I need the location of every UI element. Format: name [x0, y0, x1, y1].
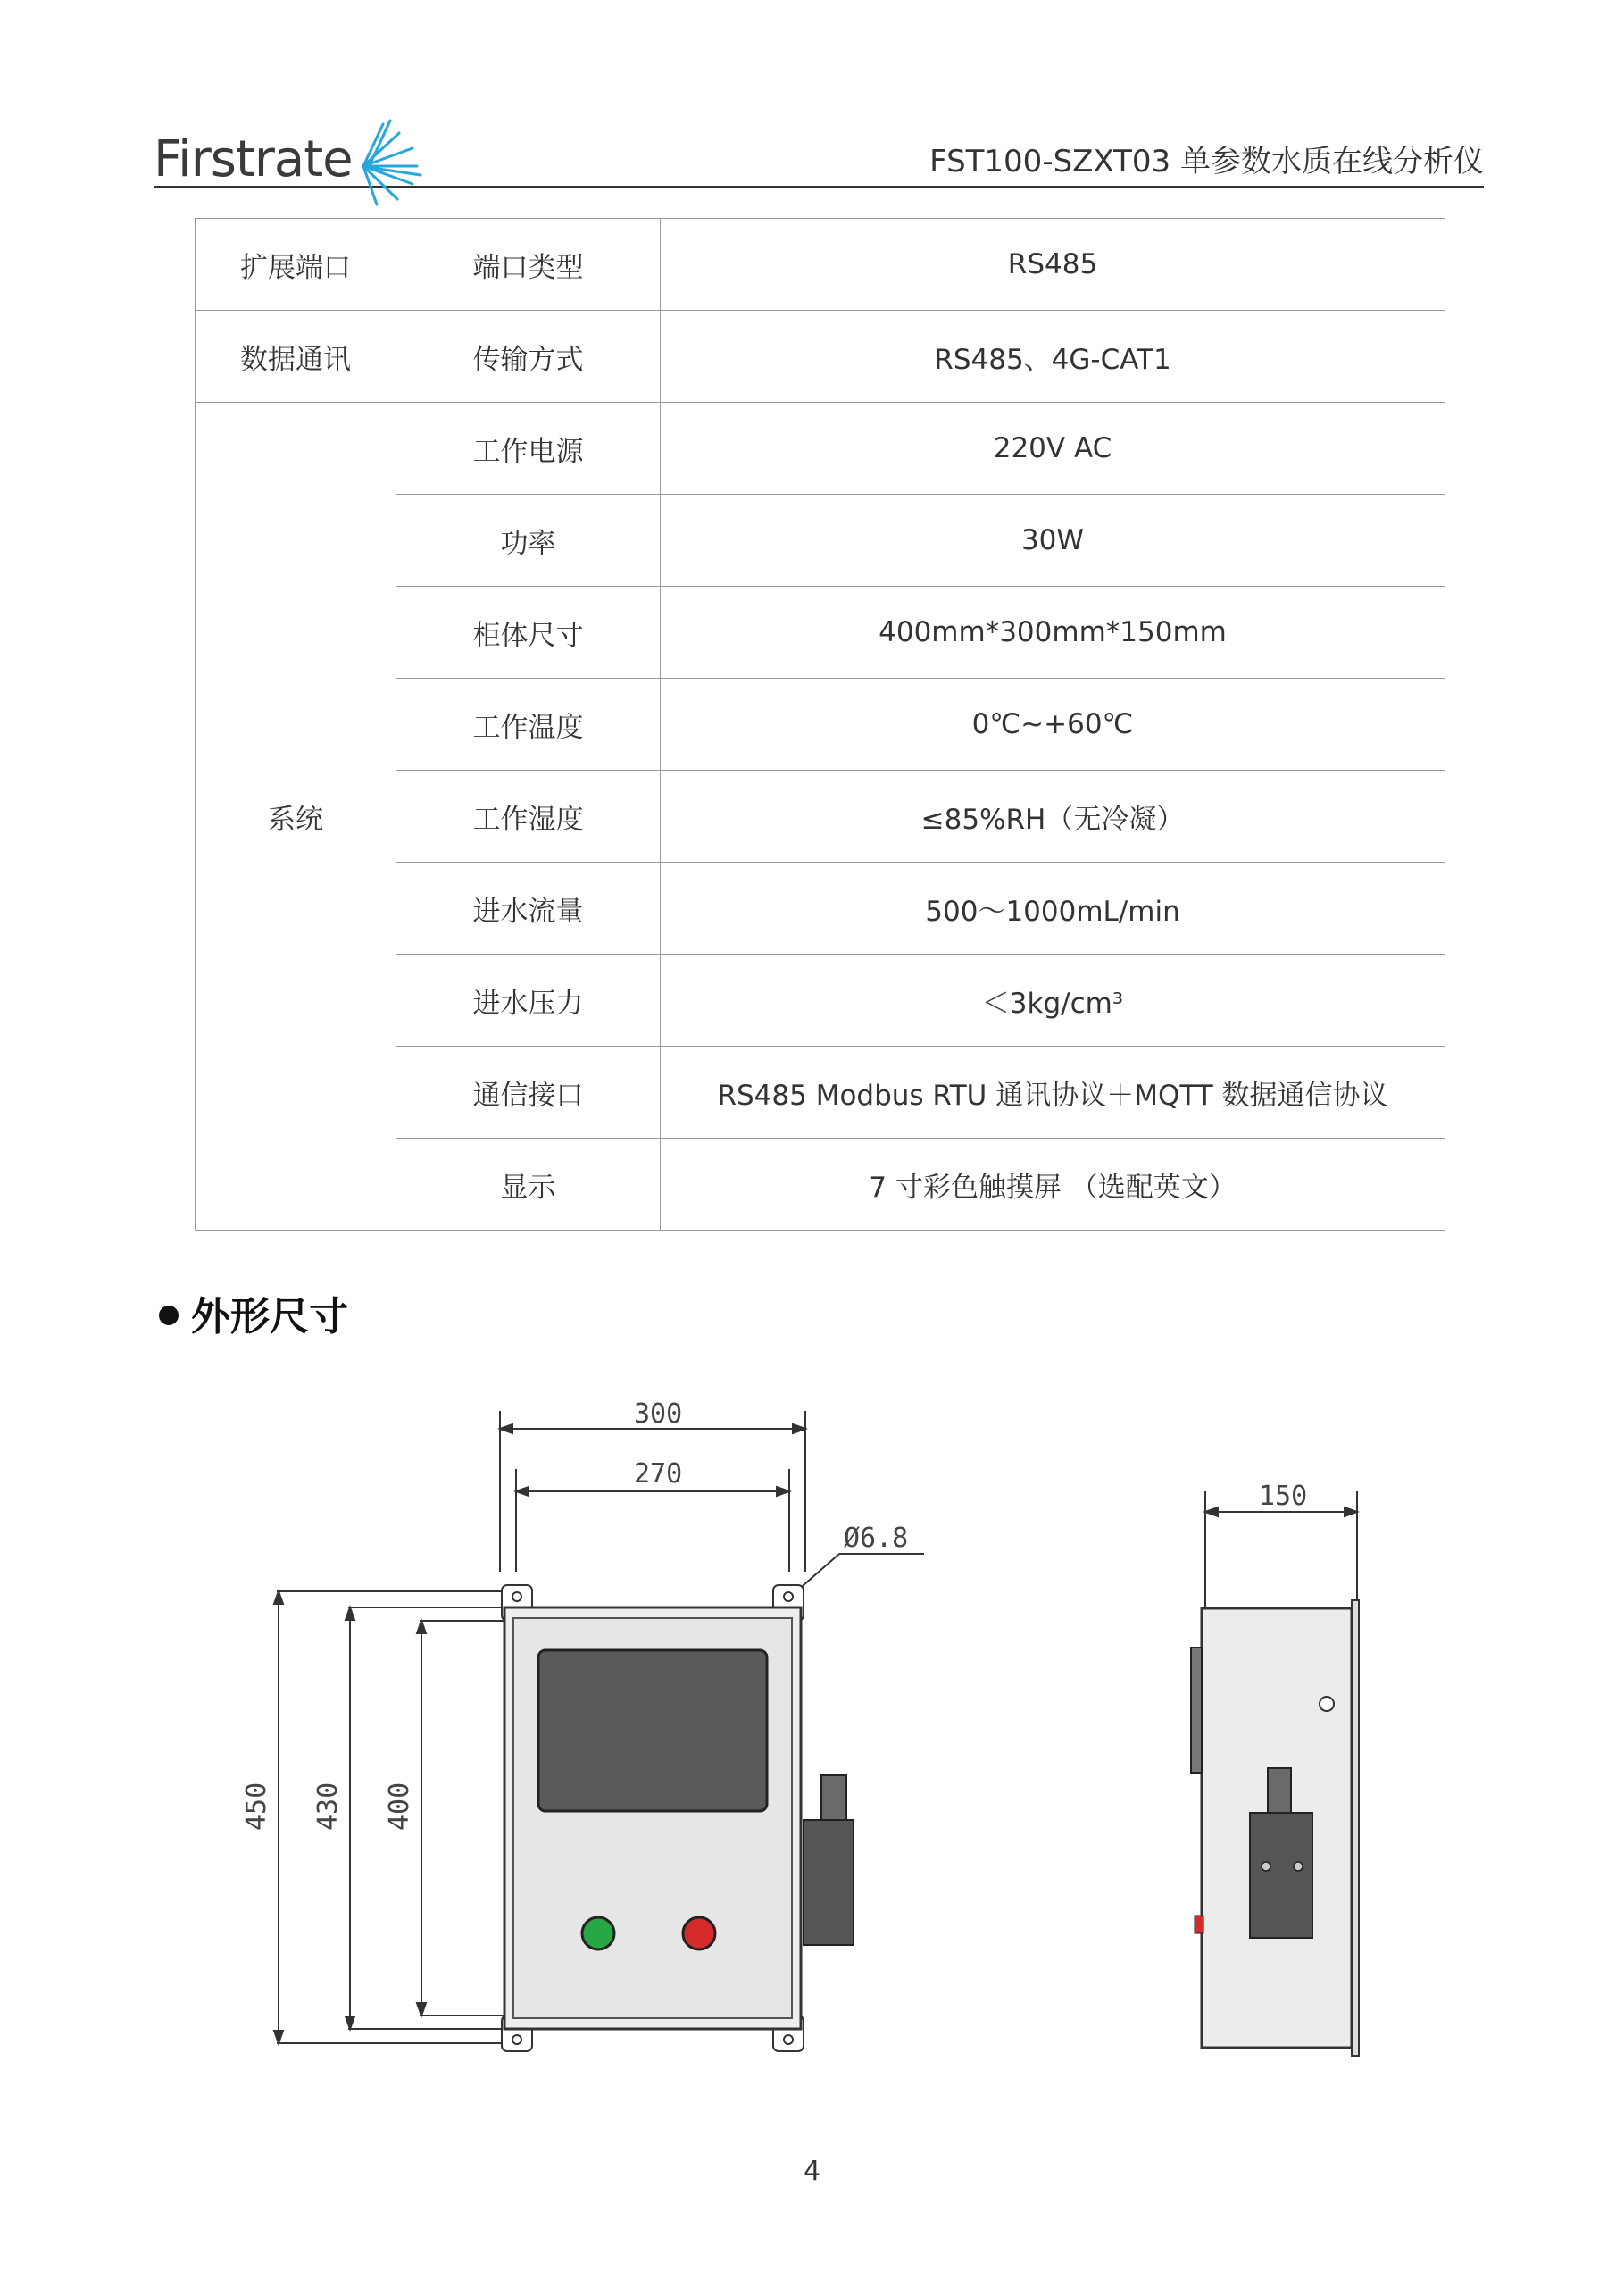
bullet-icon: [159, 1306, 179, 1325]
param-cell: 传输方式: [396, 311, 661, 403]
table-row: [196, 311, 1445, 403]
value-cell: 0℃~+60℃: [661, 679, 1445, 771]
value-cell: RS485 Modbus RTU 通讯协议＋MQTT 数据通信协议: [661, 1047, 1445, 1139]
red-button: [683, 1917, 715, 1949]
dimension-drawing: [0, 1393, 1624, 2072]
section-heading: [159, 1284, 348, 1341]
logo-text: Firstrate: [154, 130, 353, 188]
touch-screen: [538, 1650, 767, 1811]
param-cell: 工作湿度: [396, 771, 661, 863]
param-cell: 柜体尺寸: [396, 587, 661, 679]
param-cell: 功率: [396, 495, 661, 587]
page-number: 4: [803, 2156, 821, 2187]
value-cell: 7 寸彩色触摸屏 （选配英文）: [661, 1139, 1445, 1231]
value-cell: 30W: [661, 495, 1445, 587]
group-cell: 扩展端口: [196, 219, 396, 311]
dim-width-inner: 270: [634, 1458, 683, 1490]
spec-table: [195, 218, 1445, 1231]
dim-depth: 150: [1259, 1481, 1308, 1512]
value-cell: 500～1000mL/min: [661, 863, 1445, 955]
dim-width-outer: 300: [634, 1398, 683, 1430]
group-cell: 数据通讯: [196, 311, 396, 403]
cabinet-front: [502, 1585, 854, 2051]
table-row: [196, 403, 1445, 495]
dim-height-outer: 450: [241, 1782, 272, 1831]
value-cell: RS485: [661, 219, 1445, 311]
param-cell: 进水流量: [396, 863, 661, 955]
param-cell: 进水压力: [396, 955, 661, 1047]
param-cell: 工作温度: [396, 679, 661, 771]
value-cell: RS485、4G-CAT1: [661, 311, 1445, 403]
green-button: [582, 1917, 614, 1949]
logo-burst-icon: [328, 117, 426, 206]
page-header: [154, 96, 1484, 188]
group-cell: 系统: [196, 403, 396, 1231]
value-cell: ＜3kg/cm³: [661, 955, 1445, 1047]
dim-height-inner: 400: [384, 1782, 415, 1831]
value-cell: 220V AC: [661, 403, 1445, 495]
param-cell: 显示: [396, 1139, 661, 1231]
dim-hole: Ø6.8: [844, 1523, 909, 1554]
param-cell: 工作电源: [396, 403, 661, 495]
value-cell: 400mm*300mm*150mm: [661, 587, 1445, 679]
document-title: FST100-SZXT03 单参数水质在线分析仪: [929, 144, 1484, 179]
param-cell: 端口类型: [396, 219, 661, 311]
dim-height-mid: 430: [312, 1782, 344, 1831]
table-row: [196, 219, 1445, 311]
cabinet-side: [1191, 1491, 1359, 2056]
value-cell: ≤85%RH（无冷凝）: [661, 771, 1445, 863]
param-cell: 通信接口: [396, 1047, 661, 1139]
section-title: 外形尺寸: [191, 1294, 348, 1340]
